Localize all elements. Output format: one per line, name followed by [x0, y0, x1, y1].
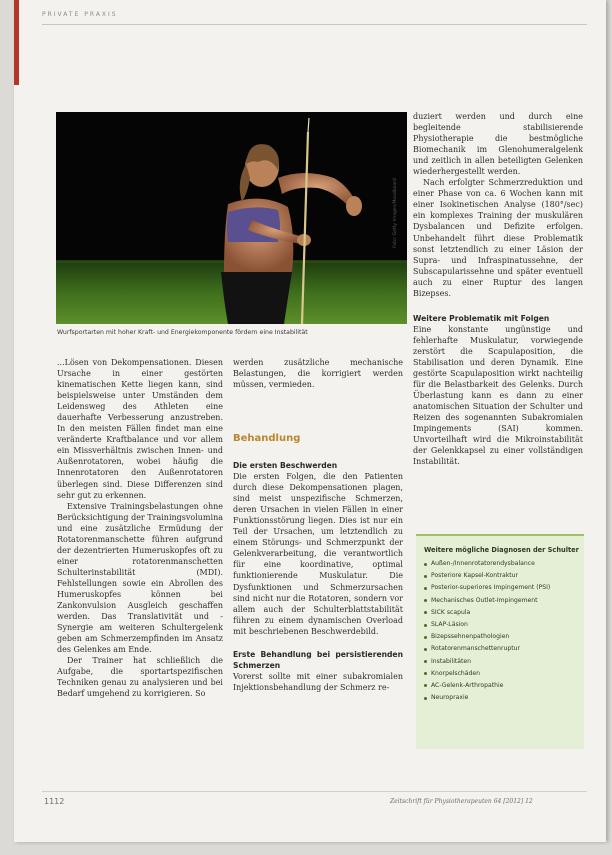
footer-rule	[42, 791, 587, 792]
column-3	[413, 111, 583, 467]
bullet-icon	[424, 648, 427, 651]
list-item: Außen-/Innenrotatorendysbalance	[424, 558, 584, 570]
section-heading: Behandlung	[233, 433, 301, 444]
paragraph: werden zusätzliche mechanische Belastungen, die korrigiert werden müssen, vermieden.	[233, 358, 403, 390]
bullet-icon	[424, 636, 427, 639]
bullet-icon	[424, 563, 427, 566]
paragraph: Vorerst sollte mit einer subakromialen Injektionsbehandlung der Schmerz re-	[233, 671, 403, 692]
paragraph: Der Trainer hat schließlich die Aufgabe, die sportartspezifischen Techniken genau zu analysieren und bei Bedarf umgehend zu korrigieren. So	[57, 656, 223, 699]
bullet-icon	[424, 587, 427, 590]
red-edge-marker	[14, 0, 19, 85]
bullet-icon	[424, 624, 427, 627]
list-item: AC-Gelenk-Arthropathie	[424, 680, 584, 692]
subheading: Weitere Problematik mit Folgen	[413, 313, 550, 323]
list-item: Posteriore Kapsel-Kontraktur	[424, 570, 584, 582]
bullet-icon	[424, 599, 427, 602]
bullet-icon	[424, 660, 427, 663]
diagnoses-title: Weitere mögliche Diagnosen der Schulter	[424, 546, 579, 554]
paragraph: Eine konstante ungünstige und fehlerhafte Muskulatur, vorwiegende zerstört die Scapulaposition, die Stabilisation und deren Dynamik. Eine gestörte Scapulaposition wirkt nachteilig für die Belastbarkeit des Gelenks. Durch Überlastung kann es dann zu einer anatomischen Situation der Schulter und Reizen des sogenannten Subakromialen Impingements (SAI) kommen. Unvorteilhaft wird die Mikroinstabilität der Gelenkkapsel zu einer vollständigen Instabilität.	[413, 324, 583, 467]
bullet-icon	[424, 575, 427, 578]
bullet-icon	[424, 611, 427, 614]
column-2	[233, 357, 403, 390]
paragraph: Extensive Trainingsbelastungen ohne Berücksichtigung der Trainingsvolumina und eine zusätzliche Ermüdung der Rotatorenmanschette führen aufgrund der dezentrierten Humeruskopfes oft zu einer rotatorenmanschetten Schulterinstabilität (MDI). Fehlstellungen sowie ein Abrollen des Humeruskopfes können bei Zankonvulsion Ausgleich geschaffen werden. Das Translativität und -Synergie am weiteren Schultergelenk geben am Schmerzempfinden im Ansatz des Gelenkes am Ende.	[57, 501, 223, 655]
paragraph: ...Lösen von Dekompensationen. Diesen Ursache in einer gestörten kinematischen Kette liegen kann, sind beispielsweise unter Umständen dem Leidensweg des Athleten eine dauerhafte Verbesserung anzustreben. In den meisten Fällen findet man eine veränderte Kraftbalance und vor allem ein Missverhältnis zwischen Innen- und Außenrotatoren, wobei häufig die Innenrotatoren den Außenrotatoren überlegen sind. Diese Differenzen sind sehr gut zu erkennen.	[57, 358, 223, 500]
column-2-body	[233, 460, 403, 693]
diagnoses-list	[416, 558, 584, 704]
subheading: Die ersten Beschwerden	[233, 461, 338, 470]
list-item: Mechanisches Outlet-Impingement	[424, 595, 584, 607]
bullet-icon	[424, 697, 427, 700]
list-item: Bizepssehnenpathologien	[424, 631, 584, 643]
header-label: PRIVATE PRAXIS	[42, 11, 118, 18]
column-1	[57, 357, 223, 699]
list-item: Neuropraxie	[424, 692, 584, 704]
page-number: 1112	[44, 797, 65, 806]
list-item: Rotatorenmanschettenruptur	[424, 643, 584, 655]
subheading: Erste Behandlung bei persistierenden Schmerzen	[233, 649, 403, 670]
bullet-icon	[424, 672, 427, 675]
header-rule	[42, 24, 587, 25]
javelin-photo	[56, 112, 407, 324]
journal-footer: Zeitschrift für Physiotherapeuten 64 [2012] 12	[390, 798, 533, 805]
paragraph: Nach erfolgter Schmerzreduktion und einer Phase von ca. 6 Wochen kann mit einer Isokinetischen Analyse (180°/sec) ein komplexes Training der muskulären Dysbalancen und Defizite erfolgen. Unbehandelt führt diese Problematik sonst letztendlich zu einer Läsion der Supra- und Infraspinatussehne, der Subscapularissehne und später eventuell auch zu einer Ruptur des langen Bizepses.	[413, 178, 583, 298]
list-item: SICK scapula	[424, 607, 584, 619]
paragraph: Die ersten Folgen, die den Patienten durch diese Dekompensationen plagen, sind meist unspezifische Schmerzen, deren Ursachen in vielen Fällen in einer Funktionsstörung liegen. Dies ist nur ein Teil der Ursachen, um letztendlich zu einem Störungs- und Schmerzpunkt der Gelenkverarbeitung, die verantwortlich für eine koordinative, optimal funktionierende Muskulatur. Die Dysfunktionen und Schmerzursachen sind nicht nur die Rotatoren, sondern vor allem auch der Schulterblattstabilität führen zu einem dynamischen Overload mit beschriebenen Beschwerdebild.	[233, 472, 403, 636]
list-item: Instabilitäten	[424, 656, 584, 668]
diagnoses-box	[416, 534, 584, 749]
list-item: SLAP-Läsion	[424, 619, 584, 631]
bullet-icon	[424, 684, 427, 687]
photo-caption: Wurfsportarten mit hoher Kraft- und Energiekomponente fördern eine Instabilität	[57, 329, 308, 336]
list-item: Knorpelschäden	[424, 668, 584, 680]
list-item: Posterior-superiores Impingement (PSI)	[424, 582, 584, 594]
paragraph: duziert werden und durch eine begleitende stabilisierende Physiotherapie die bestmögliche Biomechanik im Glenohumeralgelenk und zeitlich in allen beteiligten Gelenken wiederhergestellt werden.	[413, 112, 583, 177]
photo-credit: Foto: Getty Images/Moodboard	[393, 178, 398, 248]
